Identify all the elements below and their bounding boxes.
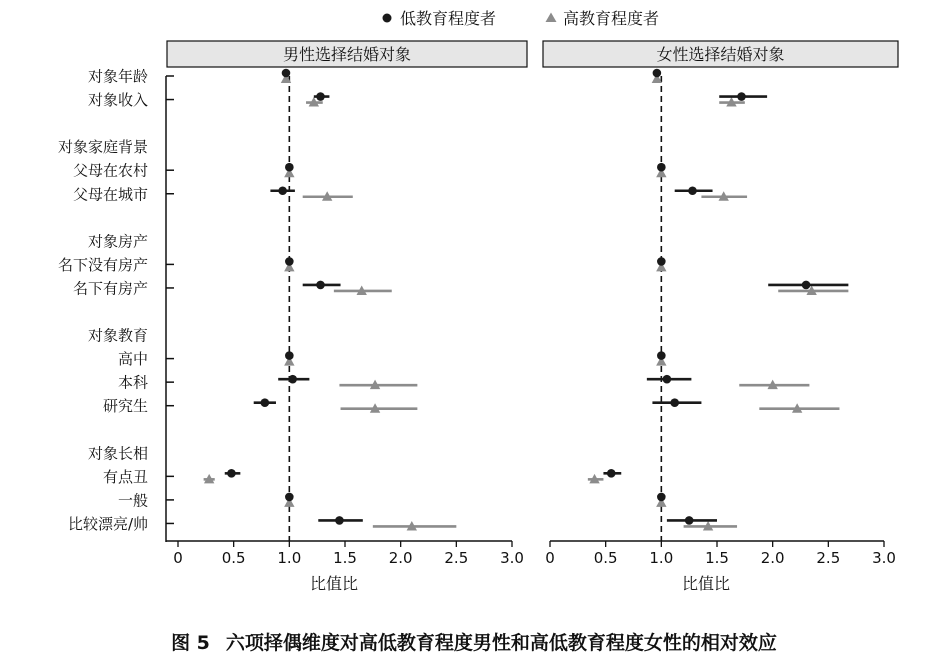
point-low-1-4 xyxy=(657,257,666,266)
group-label-11: 对象教育 xyxy=(87,326,148,345)
point-low-1-7 xyxy=(663,375,672,384)
x-tick-label-0-3: 1.5 xyxy=(333,549,357,567)
point-low-0-2 xyxy=(285,163,294,172)
point-low-1-11 xyxy=(685,516,694,525)
x-tick-label-0-1: 0.5 xyxy=(221,549,246,567)
legend-low-label: 低教育程度者 xyxy=(400,9,497,28)
x-tick-label-1-1: 0.5 xyxy=(593,549,618,567)
row-label-1: 对象收入 xyxy=(87,91,148,110)
x-tick-label-0-4: 2.0 xyxy=(388,549,413,567)
x-tick-label-1-4: 2.0 xyxy=(760,549,785,567)
figure-number: 图 5 xyxy=(171,632,210,654)
group-label-3: 对象家庭背景 xyxy=(57,138,148,157)
point-low-0-5 xyxy=(316,281,325,290)
point-low-0-1 xyxy=(316,92,325,101)
point-low-1-3 xyxy=(688,186,697,195)
x-tick-label-1-2: 1.0 xyxy=(649,549,674,567)
group-label-16: 对象长相 xyxy=(87,444,148,463)
point-low-0-0 xyxy=(282,69,291,78)
point-low-1-8 xyxy=(670,398,679,407)
figure-caption-text: 六项择偶维度对高低教育程度男性和高低教育程度女性的相对效应 xyxy=(225,632,777,654)
point-low-0-8 xyxy=(261,398,270,407)
row-label-0: 对象年龄 xyxy=(87,67,148,86)
point-low-0-6 xyxy=(285,351,294,360)
point-low-1-0 xyxy=(653,69,662,78)
point-low-0-10 xyxy=(285,493,294,502)
panel-title-0: 男性选择结婚对象 xyxy=(282,45,412,64)
legend-high-marker xyxy=(546,13,557,23)
point-low-0-4 xyxy=(285,257,294,266)
row-label-18: 一般 xyxy=(117,491,148,510)
point-low-1-5 xyxy=(802,281,811,290)
row-label-5: 父母在城市 xyxy=(72,185,148,204)
legend-high-label: 高教育程度者 xyxy=(563,9,660,28)
point-low-1-1 xyxy=(737,92,746,101)
x-tick-label-1-5: 2.5 xyxy=(816,549,841,567)
x-tick-label-1-0: 0 xyxy=(545,549,555,567)
figure-caption xyxy=(0,628,948,655)
panel-title-1: 女性选择结婚对象 xyxy=(656,45,785,64)
row-label-14: 研究生 xyxy=(102,397,148,416)
row-label-17: 有点丑 xyxy=(102,467,148,486)
row-label-4: 父母在农村 xyxy=(72,161,148,180)
x-tick-label-0-0: 0 xyxy=(173,549,183,567)
row-label-19: 比较漂亮/帅 xyxy=(67,514,148,533)
legend-low-marker xyxy=(383,14,392,23)
x-tick-label-0-2: 1.0 xyxy=(277,549,302,567)
x-tick-label-1-3: 1.5 xyxy=(705,549,729,567)
row-label-9: 名下有房产 xyxy=(72,279,148,298)
x-axis-title-0: 比值比 xyxy=(309,574,359,593)
row-label-12: 高中 xyxy=(117,350,148,369)
point-low-0-11 xyxy=(335,516,344,525)
point-low-1-9 xyxy=(607,469,616,478)
row-label-13: 本科 xyxy=(117,373,148,392)
point-low-0-7 xyxy=(288,375,297,384)
point-low-0-9 xyxy=(227,469,236,478)
point-low-1-6 xyxy=(657,351,666,360)
x-tick-label-1-6: 3.0 xyxy=(872,549,896,567)
point-low-1-2 xyxy=(657,163,666,172)
group-label-7: 对象房产 xyxy=(87,232,148,251)
x-tick-label-0-6: 3.0 xyxy=(500,549,524,567)
point-low-0-3 xyxy=(278,186,287,195)
row-label-8: 名下没有房产 xyxy=(57,255,148,274)
x-axis-title-1: 比值比 xyxy=(681,574,731,593)
point-low-1-10 xyxy=(657,493,666,502)
x-tick-label-0-5: 2.5 xyxy=(444,549,469,567)
